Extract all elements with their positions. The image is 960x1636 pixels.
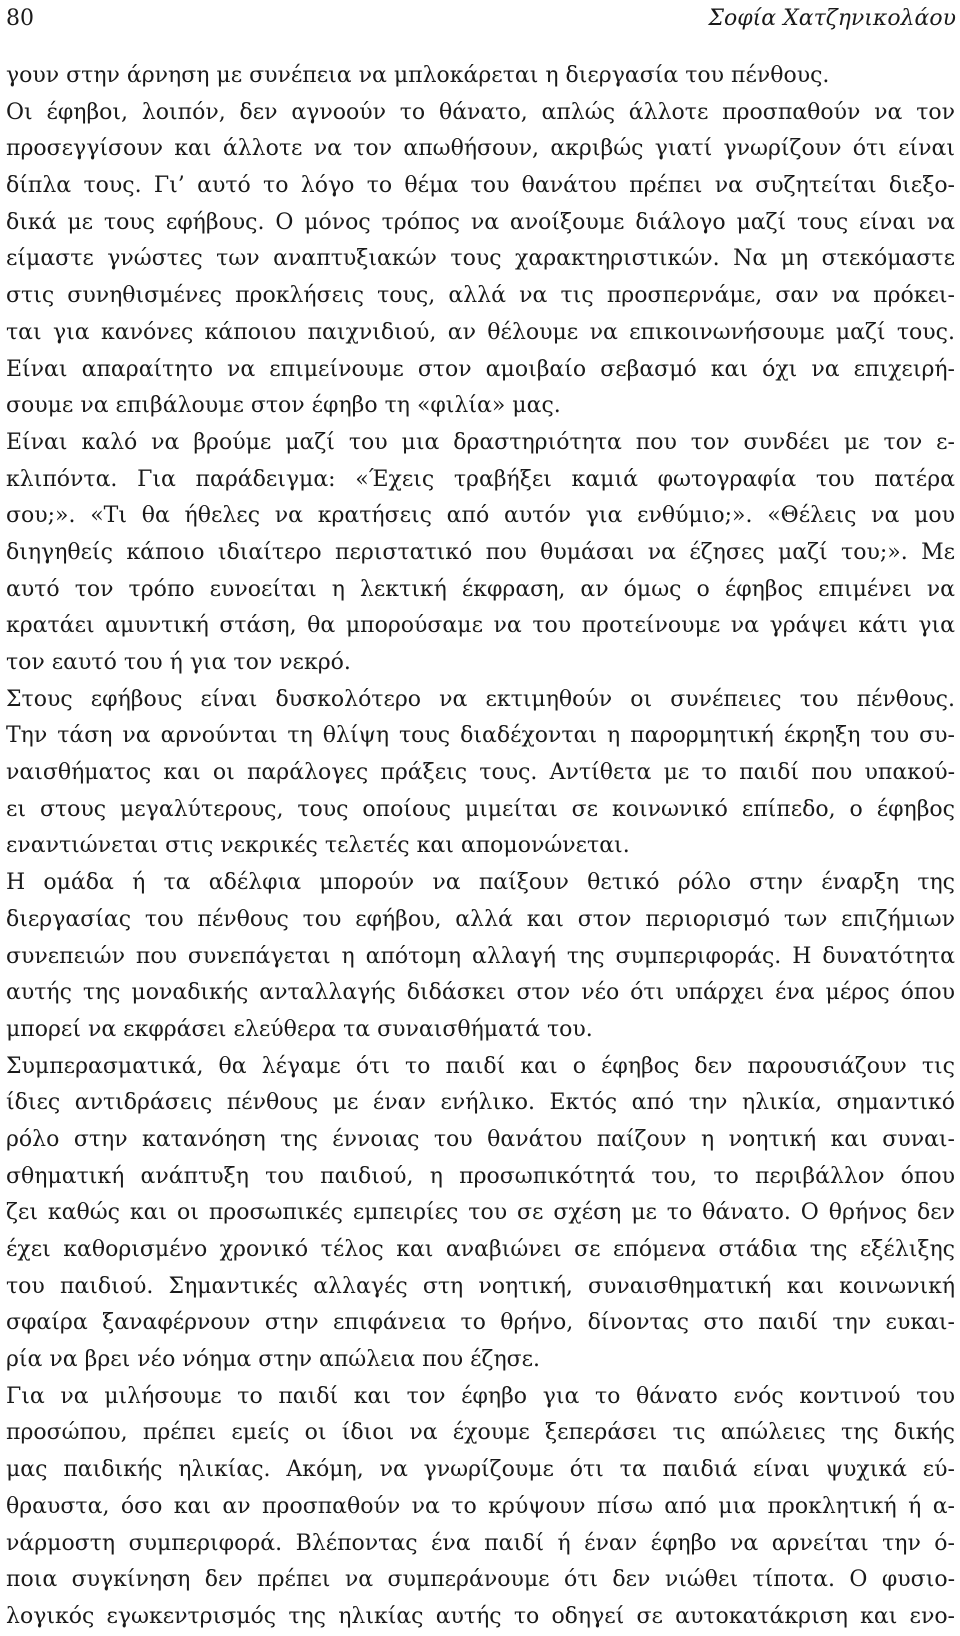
text-line: κλιπόντα. Για παράδειγμα: «Έχεις τραβήξει καμιά φωτογραφία του πατέρα — [6, 466, 955, 492]
text-line: ρόλο στην κατανόηση της έννοιας του θανάτου παίζουν η νοητική και συναι- — [6, 1126, 955, 1152]
text-line: Για να μιλήσουμε το παιδί και τον έφηβο για το θάνατο ενός κοντινού του — [6, 1383, 955, 1409]
text-line: ζει καθώς και οι προσωπικές εμπειρίες του σε σχέση με το θάνατο. Ο θρήνος δεν — [6, 1200, 955, 1226]
text-line: μας παιδικής ηλικίας. Ακόμη, να γνωρίζουμε ότι τα παιδιά είναι ψυχικά εύ- — [6, 1457, 955, 1483]
text-line: θραυστα, όσο και αν προσπαθούν να το κρύψουν πίσω από μια προκλητική ή α- — [6, 1493, 955, 1519]
text-line: μπορεί να εκφράσει ελεύθερα τα συναισθήματά του. — [6, 1016, 593, 1042]
text-line: ναισθήματος και οι παράλογες πράξεις τους. Αντίθετα με το παιδί που υπακού- — [6, 760, 955, 786]
text-line: δίπλα τους. Γι’ αυτό το λόγο το θέμα του θανάτου πρέπει να συζητείται διεξο- — [6, 173, 955, 199]
text-line: σφαίρα ξαναφέρνουν στην επιφάνεια το θρήνο, δίνοντας στο παιδί την ευκαι- — [6, 1310, 955, 1336]
text-line: αυτής της μοναδικής ανταλλαγής διδάσκει στον νέο ότι υπάρχει ένα μέρος όπου — [6, 980, 955, 1006]
text-line: Είναι καλό να βρούμε μαζί του μια δραστηριότητα που τον συνδέει με τον ε- — [6, 429, 955, 455]
text-line: σουμε να επιβάλουμε στον έφηβο τη «φιλία» μας. — [6, 393, 561, 419]
text-line: διεργασίας του πένθους του εφήβου, αλλά και στον περιορισμό των επιζήμιων — [6, 906, 955, 932]
text-line: σθηματική ανάπτυξη του παιδιού, η προσωπικότητά του, το περιβάλλον όπου — [6, 1163, 955, 1189]
text-line: Συμπερασματικά, θα λέγαμε ότι το παιδί και ο έφηβος δεν παρουσιάζουν τις — [6, 1053, 955, 1079]
body-text — [6, 58, 955, 1636]
text-line: εναντιώνεται στις νεκρικές τελετές και απομονώνεται. — [6, 833, 630, 859]
text-line: διηγηθείς κάποιο ιδιαίτερο περιστατικό που θυμάσαι να έζησες μαζί του;». Με — [6, 539, 955, 565]
text-line: Στους εφήβους είναι δυσκολότερο να εκτιμηθούν οι συνέπειες του πένθους. — [6, 686, 955, 712]
page-header — [6, 6, 956, 36]
running-head-author: Σοφία Χατζηνικολάου — [708, 6, 956, 31]
text-line: τον εαυτό του ή για τον νεκρό. — [6, 650, 351, 675]
page-number: 80 — [6, 6, 34, 31]
text-line: ποια συγκίνηση δεν πρέπει να συμπεράνουμε ότι δεν νιώθει τίποτα. Ο φυσιο- — [6, 1567, 955, 1593]
text-line: στις συνηθισμένες προκλήσεις τους, αλλά να τις προσπερνάμε, σαν να πρόκει- — [6, 283, 955, 309]
text-line: Οι έφηβοι, λοιπόν, δεν αγνοούν το θάνατο, απλώς άλλοτε προσπαθούν να τον — [6, 99, 955, 125]
text-line: συνεπειών που συνεπάγεται η απότομη αλλαγή της συμπεριφοράς. Η δυνατότητα — [6, 943, 955, 969]
text-line: προσεγγίσουν και άλλοτε να τον απωθήσουν, ακριβώς γιατί γνωρίζουν ότι είναι — [6, 136, 955, 162]
text-line: προσώπου, πρέπει εμείς οι ίδιοι να έχουμε ξεπεράσει τις απώλειες της δικής — [6, 1420, 955, 1446]
text-line: κρατάει αμυντική στάση, θα μπορούσαμε να του προτείνουμε να γράψει κάτι για — [6, 613, 955, 639]
text-line: γουν στην άρνηση με συνέπεια να μπλοκάρεται η διεργασία του πένθους. — [6, 63, 830, 88]
text-line: ει στους μεγαλύτερους, τους οποίους μιμείται σε κοινωνικό επίπεδο, ο έφηβος — [6, 796, 955, 822]
text-line: έχει καθορισμένο χρονικό τέλος και αναβιώνει σε επόμενα στάδια της εξέλιξης — [6, 1237, 955, 1262]
text-line: Την τάση να αρνούνται τη θλίψη τους διαδέχονται η παρορμητική έκρηξη του συ- — [6, 723, 955, 749]
text-line: Είναι απαραίτητο να επιμείνουμε στον αμοιβαίο σεβασμό και όχι να επιχειρή- — [6, 356, 955, 382]
text-line: ρία να βρει νέο νόημα στην απώλεια που έζησε. — [6, 1347, 541, 1373]
text-line: νάρμοστη συμπεριφορά. Βλέποντας ένα παιδί ή έναν έφηβο να αρνείται την ό- — [6, 1530, 955, 1556]
text-line: ται για κανόνες κάποιου παιχνιδιού, αν θέλουμε να επικοινωνήσουμε μαζί τους. — [6, 319, 955, 345]
text-line: σου;». «Τι θα ήθελες να κρατήσεις από αυτόν για ενθύμιο;». «Θέλεις να μου — [6, 503, 955, 529]
text-line: αυτό τον τρόπο ευνοείται η λεκτική έκφραση, αν όμως ο έφηβος επιμένει να — [6, 576, 955, 602]
text-line: Η ομάδα ή τα αδέλφια μπορούν να παίξουν θετικό ρόλο στην έναρξη της — [6, 870, 955, 896]
text-line: του παιδιού. Σημαντικές αλλαγές στη νοητική, συναισθηματική και κοινωνική — [6, 1273, 955, 1299]
text-line: δικά με τους εφήβους. Ο μόνος τρόπος να ανοίξουμε διάλογο μαζί τους είναι να — [6, 209, 955, 235]
text-line: λογικός εγωκεντρισμός της ηλικίας αυτής το οδηγεί σε αυτοκατάκριση και ενο- — [6, 1603, 955, 1629]
text-line: είμαστε γνώστες των αναπτυξιακών τους χαρακτηριστικών. Να μη στεκόμαστε — [6, 246, 955, 272]
text-line: ίδιες αντιδράσεις πένθους με έναν ενήλικο. Εκτός από την ηλικία, σημαντικό — [6, 1090, 955, 1116]
